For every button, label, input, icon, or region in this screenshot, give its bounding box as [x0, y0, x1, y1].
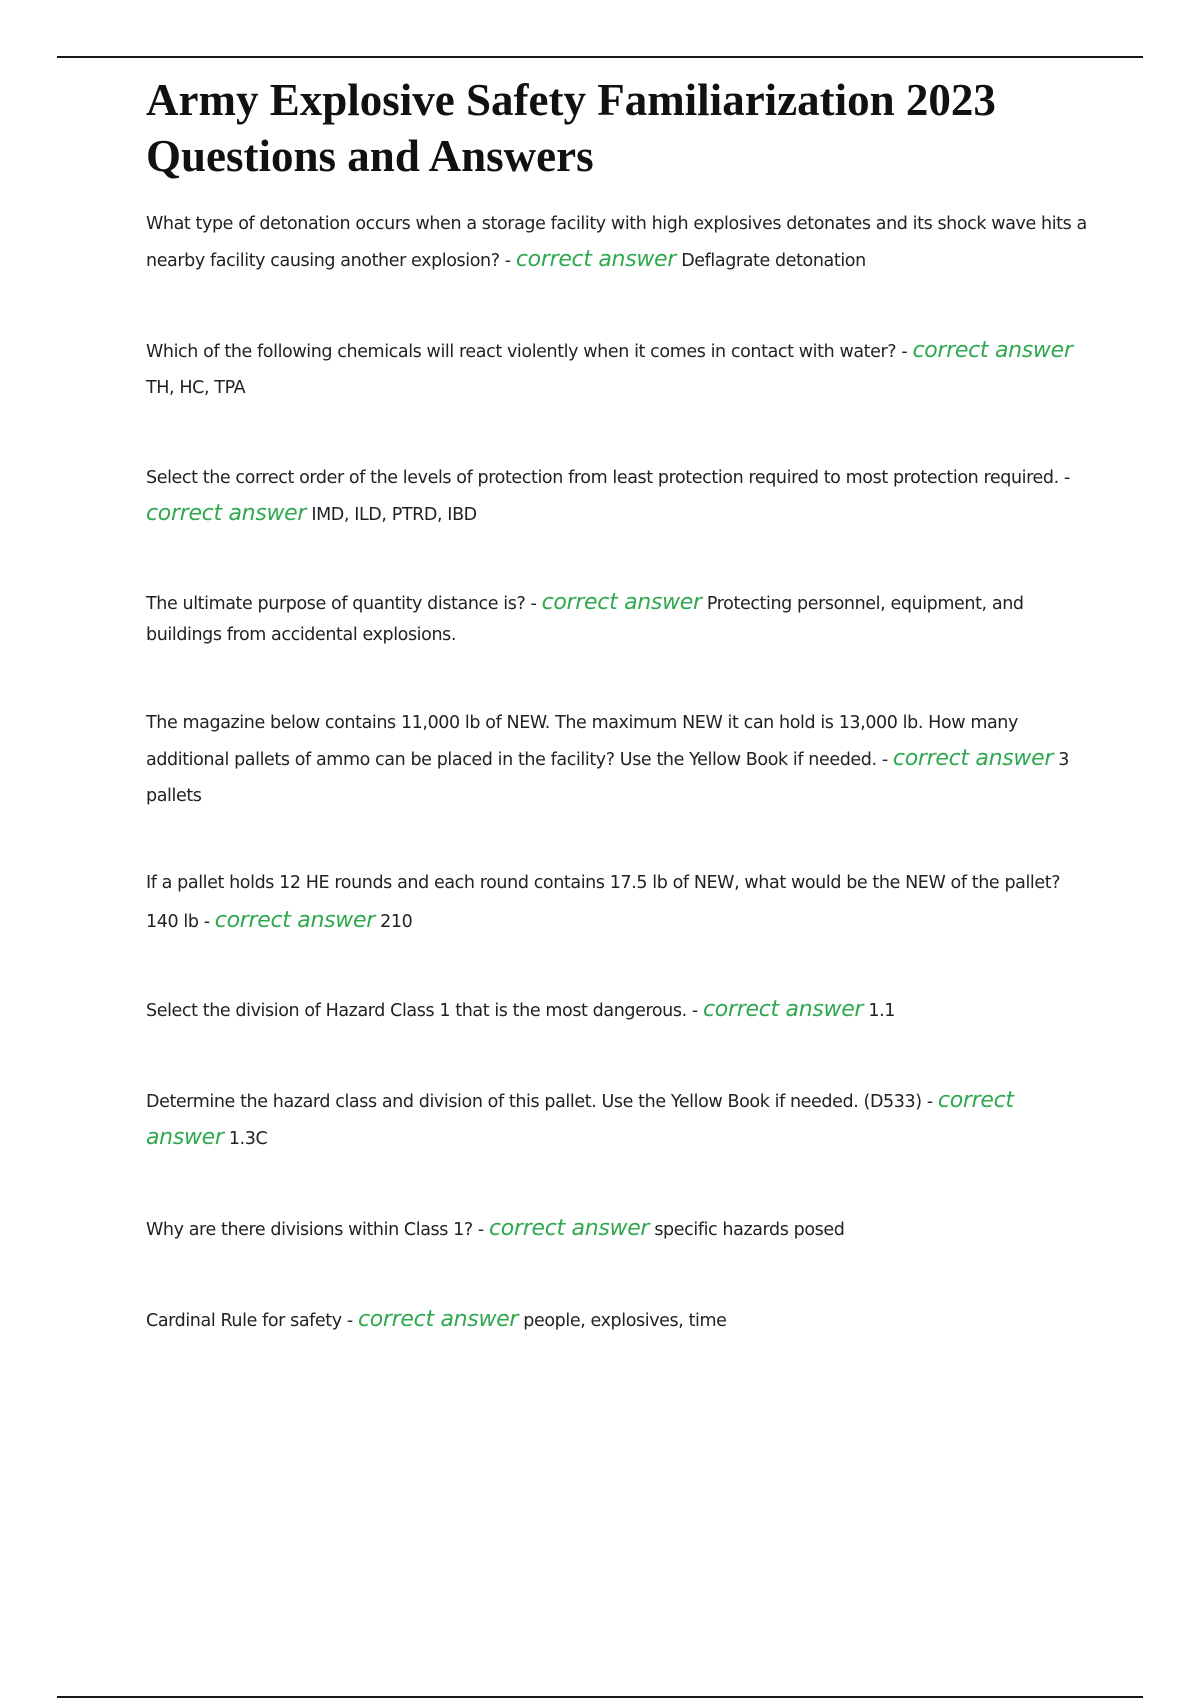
- question-text: Which of the following chemicals will react violently when it comes in contact with water?: [146, 342, 897, 362]
- separator: -: [921, 1092, 938, 1112]
- qa-item: [146, 206, 1096, 279]
- separator: -: [686, 1001, 704, 1021]
- qa-item: [146, 1211, 1096, 1248]
- separator: -: [198, 912, 215, 932]
- question-text: Select the division of Hazard Class 1 that is the most dangerous.: [146, 1001, 687, 1021]
- separator: -: [1058, 468, 1070, 488]
- answer-text: 210: [380, 912, 413, 932]
- answer-text: Protecting personnel, equipment, and buildings from accidental explosions.: [146, 594, 1024, 645]
- answer-text: TH, HC, TPA: [146, 378, 246, 398]
- answer-text: people, explosives, time: [523, 1311, 727, 1331]
- document-page: [146, 72, 1096, 1339]
- correct-answer-marker: correct answer: [146, 1088, 1014, 1150]
- correct-answer-marker: correct answer: [541, 590, 702, 615]
- answer-text: IMD, ILD, PTRD, IBD: [311, 505, 477, 525]
- separator: -: [499, 251, 516, 271]
- separator: -: [525, 594, 542, 614]
- qa-item: [146, 460, 1096, 533]
- qa-item: [146, 992, 1096, 1029]
- question-text: The ultimate purpose of quantity distance is?: [146, 594, 526, 614]
- separator: -: [896, 342, 913, 362]
- correct-answer-marker: correct answer: [214, 908, 375, 933]
- correct-answer-marker: correct answer: [892, 746, 1054, 771]
- separator: -: [876, 750, 893, 770]
- correct-answer-marker: correct answer: [515, 247, 677, 272]
- question-text: What type of detonation occurs when a storage facility with high explosives detonates and its shock wave hits a nearby facility causing another explosion?: [146, 214, 1087, 271]
- correct-answer-marker: correct answer: [912, 338, 1073, 363]
- answer-text: 3 pallets: [146, 750, 1069, 806]
- question-text: The magazine below contains 11,000 lb of NEW. The maximum NEW it can hold is 13,000 lb. How many additional pallets of ammo can be placed in the facility? Use the Yellow Book if needed.: [146, 713, 1018, 770]
- separator: -: [341, 1311, 358, 1331]
- qa-item: [146, 587, 1096, 651]
- correct-answer-marker: correct answer: [146, 501, 307, 526]
- correct-answer-marker: correct answer: [703, 997, 864, 1022]
- answer-text: Deflagrate detonation: [681, 251, 866, 271]
- question-continuation: 140 lb: [146, 912, 199, 932]
- answer-text: 1.1: [868, 1001, 895, 1021]
- question-text: Cardinal Rule for safety: [146, 1311, 342, 1331]
- qa-list: [146, 206, 1096, 1339]
- qa-item: [146, 705, 1096, 814]
- question-text: Determine the hazard class and division of this pallet. Use the Yellow Book if needed. (D533): [146, 1092, 922, 1112]
- qa-item: [146, 1302, 1096, 1339]
- answer-text: specific hazards posed: [654, 1220, 845, 1240]
- question-text: Why are there divisions within Class 1?: [146, 1220, 473, 1240]
- top-rule: [57, 56, 1143, 58]
- correct-answer-marker: correct answer: [489, 1216, 650, 1241]
- separator: -: [472, 1220, 490, 1240]
- qa-item: [146, 868, 1096, 938]
- qa-item: [146, 1083, 1096, 1157]
- question-text: If a pallet holds 12 HE rounds and each round contains 17.5 lb of NEW, what would be the NEW of the pallet?: [146, 873, 1061, 893]
- question-text: Select the correct order of the levels of protection from least protection required to most protection required.: [146, 468, 1059, 488]
- answer-text: 1.3C: [228, 1129, 268, 1149]
- bottom-rule: [57, 1696, 1143, 1698]
- document-title: Army Explosive Safety Familiarization 2023 Questions and Answers: [146, 75, 996, 181]
- correct-answer-marker: correct answer: [357, 1307, 519, 1332]
- qa-item: [146, 333, 1096, 406]
